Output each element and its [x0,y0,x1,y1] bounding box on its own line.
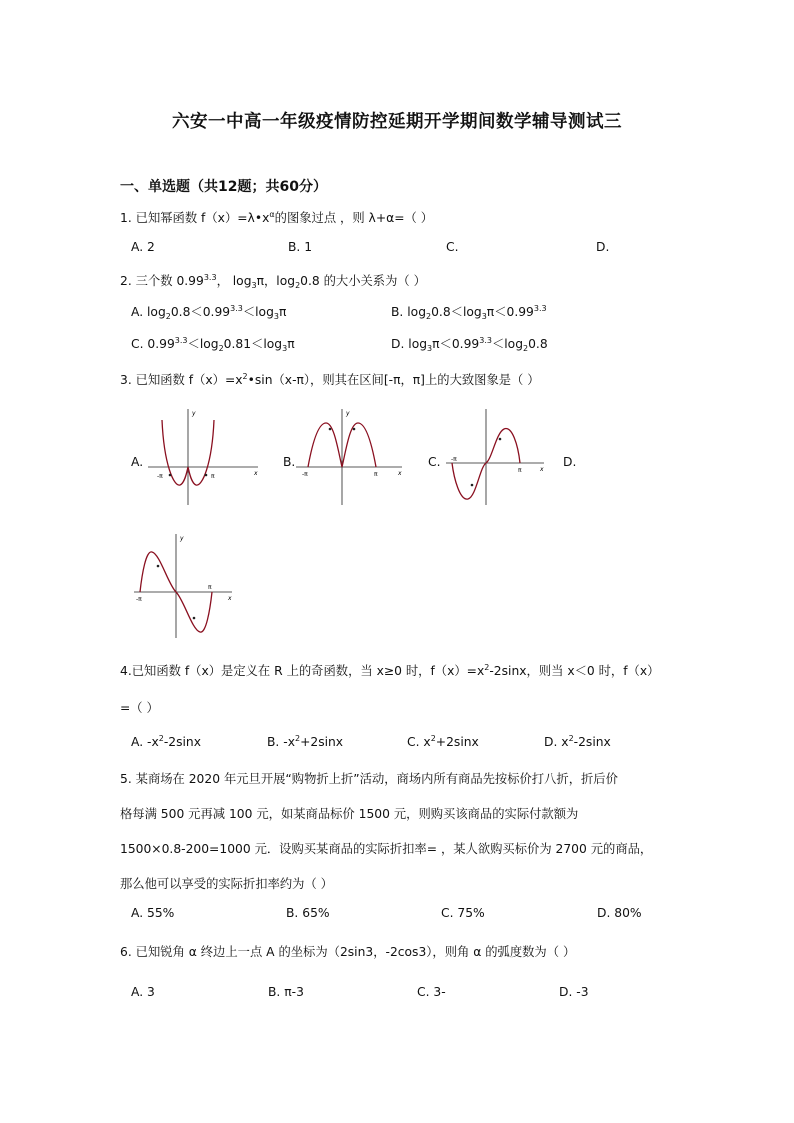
question-6-stem: 6. 已知锐角 α 终边上一点 A 的坐标为（2sin3，-2cos3），则角 α 的弧度数为（ ） [120,945,576,959]
svg-text:π: π [374,471,378,478]
question-1-stem: 1. 已知幂函数 $f(x)=\lambda•x^\alpha$的图象过点 ，则 λ+α=（ ） [120,210,434,225]
q5-option-d: D. 80% [597,906,642,920]
q5-option-c: C. 75% [441,906,485,920]
q2-option-b: B. $\log_20.8<\log_3\pi<0.99^{3.3}$ [391,304,547,321]
q3-option-a-label: A. [131,455,144,469]
q6-option-c: C. 3- [417,985,446,999]
q2-option-d: D. $\log_3\pi<0.99^{3.3}<\log_20.8$ [391,336,548,353]
question-5-line-3: 1500×0.8-200=1000 元．设购买某商品的实际折扣率= ，某人欲购买标价为 2700 元的商品， [120,842,653,856]
question-5-line-1: 5. 某商场在 2020 年元旦开展“购物折上折”活动，商场内所有商品先按标价打八折，折后价 [120,772,618,786]
q6-option-d: D. -3 [559,985,589,999]
q4-option-b: B. $-x^2+2\sin x$ [267,734,344,749]
q1-option-d: D. [596,240,610,254]
q4-option-a: A. $-x^2-2\sin x$ [131,734,201,749]
svg-text:π: π [211,473,215,480]
svg-text:y: y [192,410,196,417]
page-title: 六安一中高一年级疫情防控延期开学期间数学辅导测试三 [172,112,622,132]
q5-option-a: A. 55% [131,906,175,920]
q2-option-a: A. $\log_20.8<0.99^{3.3}<\log_3\pi$ [131,304,287,321]
q2-option-c: C. $0.99^{3.3}<\log_20.81<\log_3\pi$ [131,336,295,353]
svg-text:y: y [346,410,350,417]
svg-text:x: x [228,595,232,602]
q1-option-a: A. 2 [131,240,155,254]
q3-graph-b [290,405,410,510]
svg-text:-π: -π [451,456,457,463]
question-2-stem: 2. 三个数 $0.99^{3.3}$， $\log_3\pi$，$\log_20.8$ 的大小关系为（ ） [120,273,426,290]
q3-option-b-label: B. [283,455,296,469]
q1-option-b: B. 1 [288,240,313,254]
svg-text:x: x [398,470,402,477]
q6-option-b: B. π-3 [268,985,304,999]
question-5-line-4: 那么他可以享受的实际折扣率约为（ ） [120,877,333,891]
svg-text:-π: -π [302,471,308,478]
q6-option-a: A. 3 [131,985,155,999]
q4-option-c: C. $x^2+2\sin x$ [407,734,479,749]
question-5-line-2: 格每满 500 元再减 100 元，如某商品标价 1500 元，则购买该商品的实际付款额为 [120,807,579,821]
svg-text:y: y [180,535,184,542]
svg-text:x: x [540,466,544,473]
question-4-stem: 4.已知函数 f（x）是定义在 R 上的奇函数，当 x≥0 时，$f(x)=x^2-2\sin x$，则当 x＜0 时，f（x） [120,663,660,678]
question-4-stem-line2: =（ ） [120,701,159,715]
q5-option-b: B. 65% [286,906,330,920]
q3-graph-c [440,405,550,510]
q3-option-d-label: D. [563,455,577,469]
svg-text:π: π [518,467,522,474]
svg-text:-π: -π [136,596,142,603]
q4-option-d: D. $x^2-2\sin x$ [544,734,611,749]
question-3-stem: 3. 已知函数 $f(x)=x^2•\sin(x-\pi)$，则其在区间[-π，π]上的大致图象是（ ） [120,372,540,387]
q3-graph-d [130,530,240,642]
q3-option-c-label: C. [428,455,441,469]
q3-graph-a [140,405,265,510]
section-heading: 一、单选题（共12题；共60分） [120,179,327,195]
q1-option-c: C. [446,240,459,254]
svg-text:π: π [208,584,212,591]
svg-text:-π: -π [157,473,163,480]
svg-text:x: x [254,470,258,477]
